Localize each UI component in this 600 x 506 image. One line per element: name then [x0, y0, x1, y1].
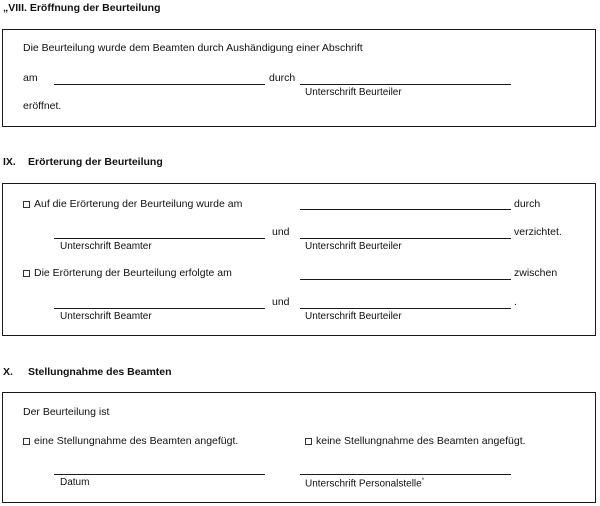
- signature-label-personalstelle: [305, 478, 424, 489]
- checkbox-verzichtet[interactable]: [23, 201, 30, 208]
- eroeffnet-label: eröffnet.: [23, 100, 62, 112]
- datum-label: Datum: [60, 477, 90, 488]
- section-10-intro: Der Beurteilung ist: [23, 406, 110, 418]
- verzichtet-label: verzichtet.: [514, 226, 562, 238]
- date-line-erfolgte[interactable]: [300, 279, 511, 280]
- signature-label-beurteiler-2: Unterschrift Beurteiler: [305, 311, 402, 322]
- option-verzichtet: [23, 199, 242, 210]
- section-9-number: IX.: [3, 156, 16, 168]
- signature-line-beamter-2[interactable]: [54, 308, 265, 309]
- durch-label: durch: [269, 72, 296, 84]
- footnote-marker: *: [421, 478, 425, 484]
- zwischen-label: zwischen: [514, 267, 558, 279]
- section-8-text: Die Beurteilung wurde dem Beamten durch Aushändigung einer Abschrift: [23, 42, 363, 54]
- option-stellungnahme-no-label: keine Stellungnahme des Beamten angefügt.: [316, 435, 526, 447]
- section-10-title: Stellungnahme des Beamten: [28, 366, 172, 378]
- signature-label-beamter-2: Unterschrift Beamter: [60, 311, 152, 322]
- section-10-number: X.: [3, 366, 13, 378]
- signature-line-beurteiler[interactable]: [300, 84, 511, 85]
- option-verzichtet-label: Auf die Erörterung der Beurteilung wurde am: [34, 198, 243, 210]
- option-stellungnahme-no: [305, 436, 526, 447]
- option-stellungnahme-yes-label: eine Stellungnahme des Beamten angefügt.: [34, 435, 239, 447]
- date-line-verzichtet[interactable]: [300, 209, 511, 210]
- date-line-datum[interactable]: [54, 474, 265, 475]
- checkbox-stellungnahme-yes[interactable]: [23, 438, 30, 445]
- signature-line-personalstelle[interactable]: [300, 474, 511, 475]
- signature-line-beamter-1[interactable]: [54, 238, 265, 239]
- signature-label-personalstelle-text: Unterschrift Personalstelle: [305, 478, 422, 490]
- am-label: am: [23, 72, 38, 84]
- section-8-heading: „VIII. Eröffnung der Beurteilung: [3, 2, 161, 14]
- date-line[interactable]: [54, 84, 265, 85]
- signature-label-beurteiler-1: Unterschrift Beurteiler: [305, 241, 402, 252]
- signature-line-beurteiler-1[interactable]: [300, 238, 511, 239]
- option-erfolgte-label: Die Erörterung der Beurteilung erfolgte am: [34, 267, 232, 279]
- checkbox-erfolgte[interactable]: [23, 270, 30, 277]
- und-label-2: und: [272, 296, 290, 308]
- signature-line-beurteiler-2[interactable]: [300, 308, 511, 309]
- durch-label-verzichtet: durch: [514, 198, 541, 210]
- signature-label-beamter-1: Unterschrift Beamter: [60, 241, 152, 252]
- option-erfolgte: [23, 268, 232, 279]
- period-label: .: [514, 296, 517, 308]
- section-9-title: Erörterung der Beurteilung: [28, 156, 163, 168]
- signature-label-beurteiler: Unterschrift Beurteiler: [305, 87, 402, 98]
- option-stellungnahme-yes: [23, 436, 238, 447]
- checkbox-stellungnahme-no[interactable]: [305, 438, 312, 445]
- und-label-1: und: [272, 226, 290, 238]
